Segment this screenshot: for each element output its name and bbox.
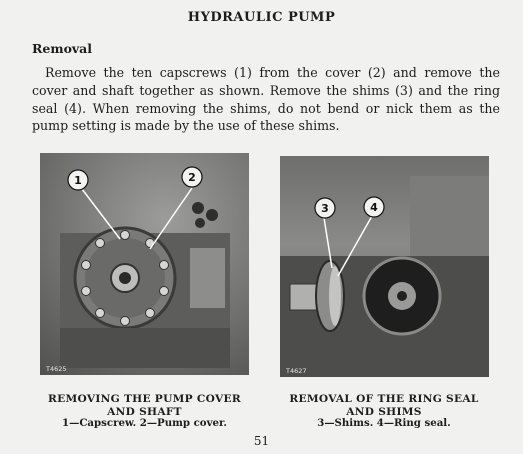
instruction-paragraph: Remove the ten capscrews (1) from the cover (2) and remove the cover and shaft together as shown. Remove the shims (3) and the ring seal (4). When removing the shims, do not bend or nick them as the pump setting is made by the use of these shims. (32, 65, 500, 134)
figure-1-legend: 1—Capscrew. 2—Pump cover. (62, 417, 227, 429)
figure-photo-pump-cover (40, 153, 249, 375)
figure-1-caption-title (40, 393, 249, 418)
callout-3: 3 (321, 202, 329, 215)
callout-4: 4 (370, 201, 378, 214)
figure-photo-ring-seal (280, 156, 489, 377)
callout-1: 1 (74, 174, 82, 187)
pump-cover-illustration (40, 153, 249, 375)
caption-line: REMOVAL OF THE RING SEAL (289, 393, 479, 405)
caption-line: AND SHAFT (107, 405, 182, 418)
photo-code: T4625 (46, 365, 67, 373)
ring-seal-illustration (280, 156, 489, 377)
figure-2-caption-title (272, 393, 496, 418)
photo-code: T4627 (286, 367, 307, 375)
page-number: 51 (253, 434, 270, 448)
callout-2: 2 (188, 171, 196, 184)
caption-line: AND SHIMS (346, 405, 422, 418)
figure-2-legend: 3—Shims. 4—Ring seal. (317, 417, 451, 429)
caption-line: REMOVING THE PUMP COVER (48, 393, 241, 405)
page-title: HYDRAULIC PUMP (187, 10, 336, 25)
section-heading: Removal (32, 41, 93, 56)
